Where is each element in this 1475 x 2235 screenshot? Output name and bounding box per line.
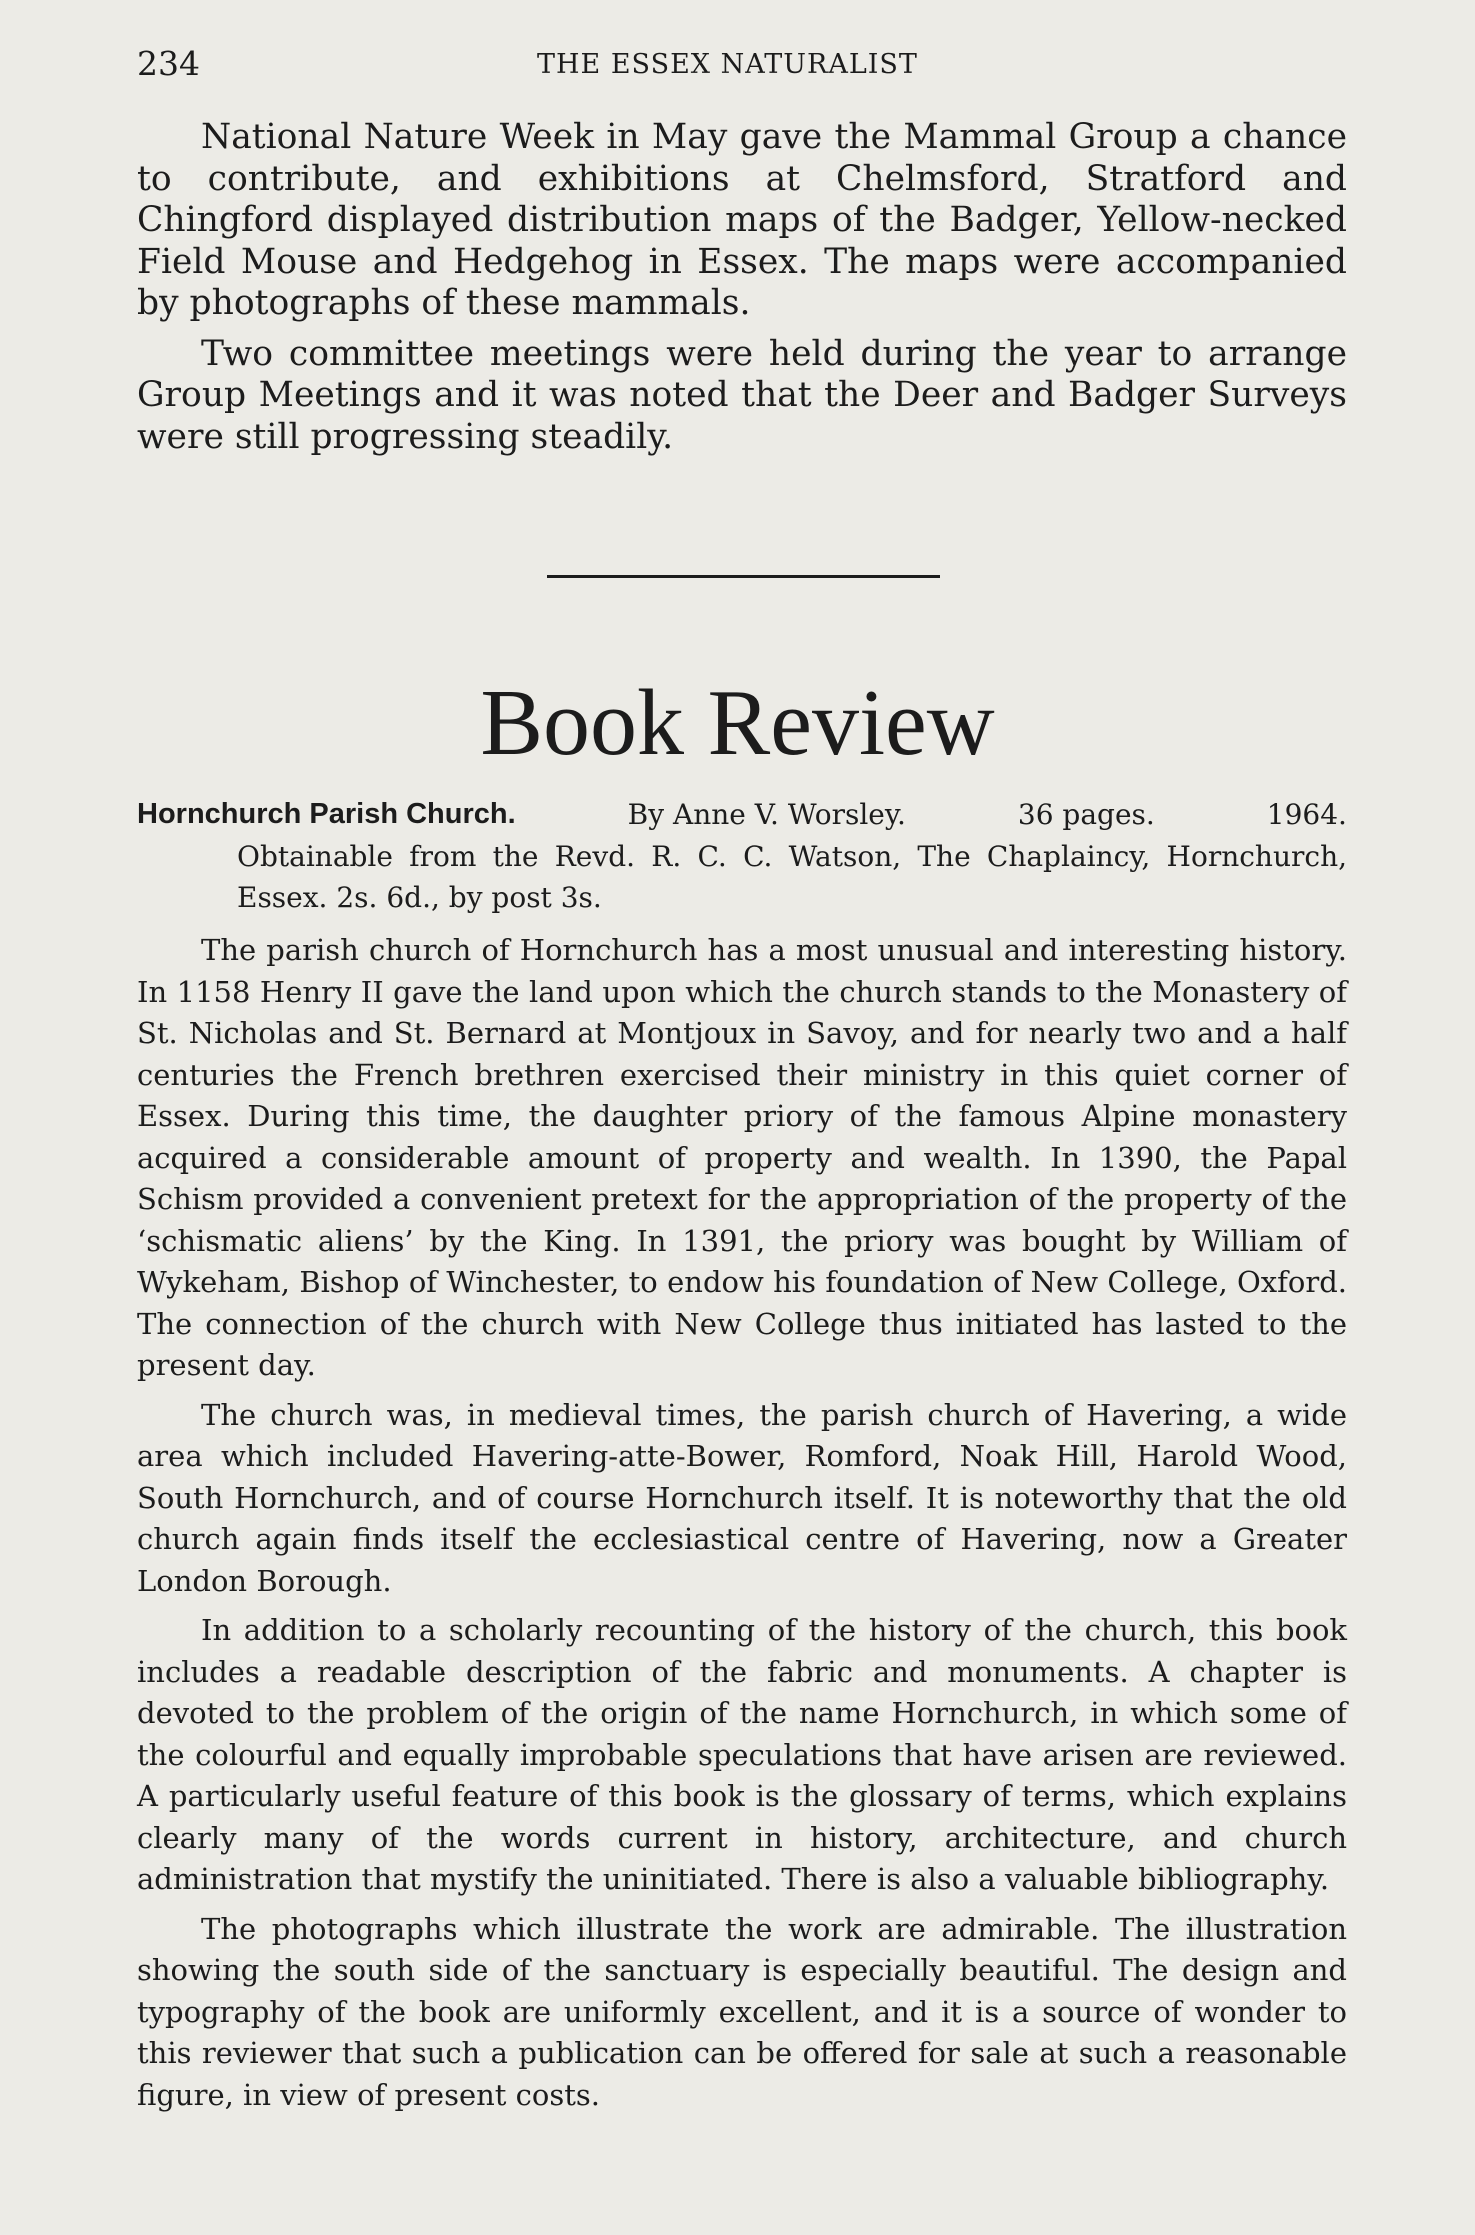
review-paragraph: The parish church of Hornchurch has a most unusual and interesting history. In 1158 Henry II gave the land upon which the church stands to the Monastery of St. Nicholas and St. Bernard at Montjoux in Savoy, and for nearly two and a half centuries the French brethren exercised their ministry in this quiet corner of Essex. During this time, the daughter priory of the famous Alpine monastery acquired a considerable amount of property and wealth. In 1390, the Papal Schism provided a convenient pretext for the appropriation of the property of the ‘schismatic aliens’ by the King. In 1391, the priory was bought by William of Wykeham, Bishop of Winchester, to endow his foundation of New College, Oxford. The connection of the church with New College thus initiated has lasted to the present day. [137, 933, 1347, 1382]
review-body [137, 930, 1347, 2116]
book-year: 1964. [1266, 798, 1347, 831]
book-availability: Obtainable from the Revd. R. C. C. Watson, The Chaplaincy, Hornchurch, Essex. 2s. 6d., by post 3s. [237, 839, 1347, 914]
book-citation [137, 794, 1347, 919]
running-header [137, 44, 1347, 88]
page-number: 234 [137, 44, 200, 83]
report-paragraph: Two committee meetings were held during the year to arrange Group Meetings and it was noted that the Deer and Badger Surveys were still progressing steadily. [137, 333, 1347, 457]
review-paragraph: The photographs which illustrate the work are admirable. The illustration showing the south side of the sanctuary is especially beautiful. The design and typography of the book are uniformly excellent, and it is a source of wonder to this reviewer that such a publication can be offered for sale at such a reasonable figure, in view of present costs. [137, 1911, 1347, 2112]
book-pages: 36 pages. [1017, 798, 1155, 831]
book-title: Hornchurch Parish Church. [137, 798, 516, 830]
section-divider [547, 575, 940, 578]
report-paragraph: National Nature Week in May gave the Mammal Group a chance to contribute, and exhibitions at Chelmsford, Stratford and Chingford displayed distribution maps of the Badger, Yellow-necked Field Mouse and Hedgehog in Essex. The maps were accompanied by photographs of these mammals. [137, 117, 1347, 323]
review-paragraph: In addition to a scholarly recounting of the history of the church, this book includes a readable description of the fabric and monuments. A chapter is devoted to the problem of the origin of the name Hornchurch, in which some of the colourful and equally improbable speculations that have arisen are reviewed. A particularly useful feature of this book is the glossary of terms, which explains clearly many of the words current in history, architecture, and church administration that mystify the uninitiated. There is also a valuable bibliography. [137, 1613, 1347, 1896]
journal-title: THE ESSEX NATURALIST [537, 49, 918, 80]
citation-first-line [137, 794, 1347, 836]
section-title: Book Review [480, 671, 995, 775]
mammal-group-report-continuation [137, 117, 1347, 458]
book-author: By Anne V. Worsley. [627, 798, 906, 831]
review-paragraph: The church was, in medieval times, the parish church of Havering, a wide area which included Havering-atte-Bower, Romford, Noak Hill, Harold Wood, South Hornchurch, and of course Hornchurch itself. It is noteworthy that the old church again finds itself the ecclesiastical centre of Havering, now a Greater London Borough. [137, 1397, 1347, 1598]
